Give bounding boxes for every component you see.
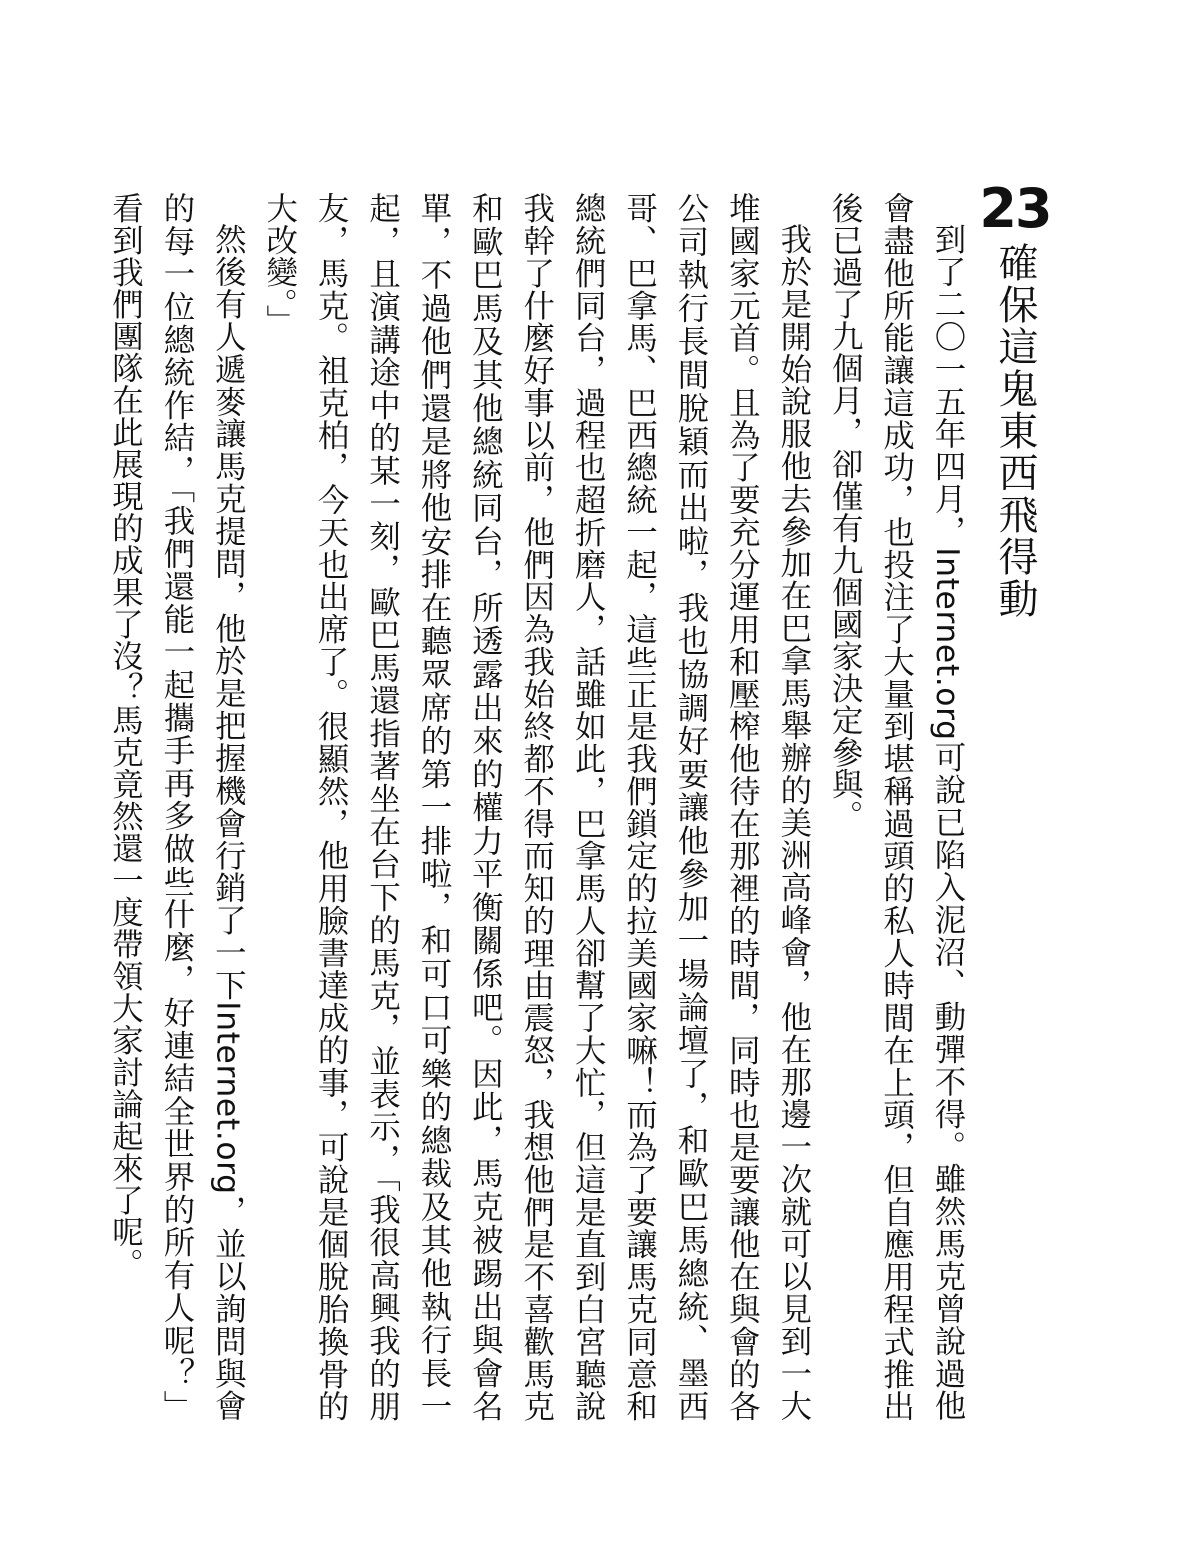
- chapter-number: 23: [979, 177, 1051, 240]
- chapter-heading: [979, 177, 1051, 620]
- paragraph: 到了二〇一五年四月，Internet.org可說已陷入泥沼、動彈不得。雖然馬克曾說過他會盡他所能讓這成功，也投注了大量到堪稱過頭的私人時間在上頭，但自應用程式推出後已過了九個月，卻僅有九個國家決定參與。: [826, 192, 965, 1422]
- chapter-body: [98, 192, 972, 1422]
- chapter-title: 確保這鬼東西飛得動: [992, 242, 1038, 620]
- paragraph: 然後有人遞麥讓馬克提問，他於是把握機會行銷了一下Internet.org，並以詢問與會的每一位總統作結，「我們還能一起攜手再多做些什麼，好連結全世界的所有人呢？」看到我們團隊在此展現的成果了沒？馬克竟然還一度帶領大家討論起來了呢。: [106, 192, 246, 1422]
- paragraph: 我於是開始說服他去參加在巴拿馬舉辦的美洲高峰會，他在那邊一次就可以見到一大堆國家元首。且為了要充分運用和壓榨他待在那裡的時間，同時也是要讓他在與會的各公司執行長間脫穎而出啦，我也協調好要讓他參加一場論壇了，和歐巴馬總統、墨西哥、巴拿馬、巴西總統一起，這些正是我們鎖定的拉美國家嘛！而為了要讓馬克同意和總統們同台，過程也超折磨人，話雖如此，巴拿馬人卻幫了大忙，但這是直到白宮聽說我幹了什麼好事以前，他們因為我始終都不得而知的理由震怒，我想他們是不喜歡馬克和歐巴馬及其他總統同台，所透露出來的權力平衡關係吧。因此，馬克被踢出與會名單，不過他們還是將他安排在聽眾席的第一排啦，和可口可樂的總裁及其他執行長一起，且演講途中的某一刻，歐巴馬還指著坐在台下的馬克，並表示，「我很高興我的朋友，馬克。祖克柏，今天也出席了。很顯然，他用臉書達成的事，可說是個脫胎換骨的大改變。」: [260, 192, 811, 1422]
